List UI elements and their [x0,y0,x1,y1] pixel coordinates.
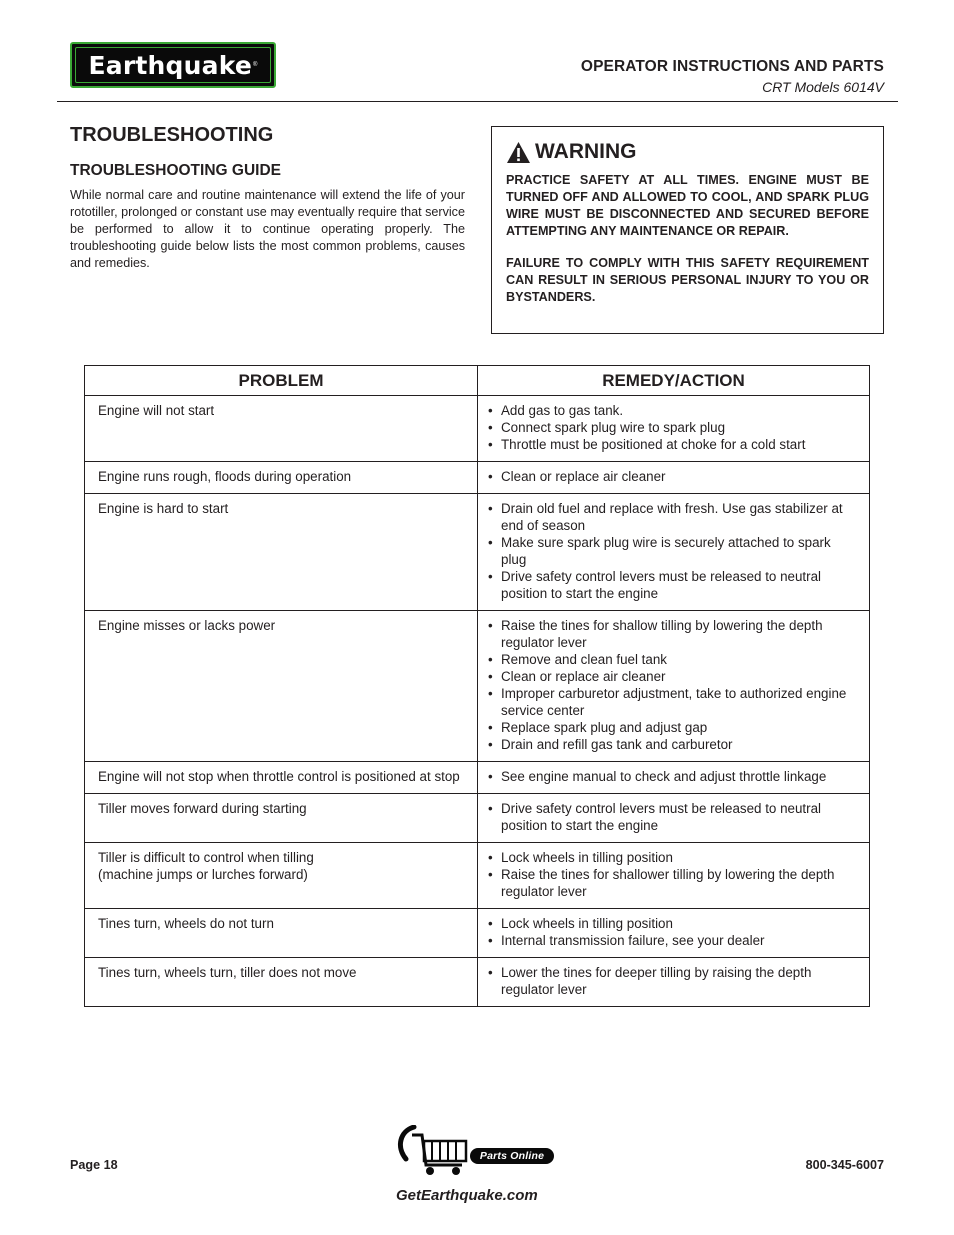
warning-header [506,139,869,165]
section-heading: TROUBLESHOOTING [70,124,274,146]
problem-cell: Engine will not stop when throttle control is positioned at stop [85,762,478,794]
remedy-cell [478,462,870,494]
website-url[interactable]: GetEarthquake.com [396,1187,538,1204]
remedy-cell [478,909,870,958]
remedy-item: • Clean or replace air cleaner [486,668,856,685]
column-header-problem: PROBLEM [85,366,478,396]
remedy-item: • Clean or replace air cleaner [486,468,856,485]
problem-cell: Engine runs rough, floods during operation [85,462,478,494]
remedy-list [486,402,856,453]
remedy-list [486,468,856,485]
phone-number: 800-345-6007 [805,1158,884,1172]
remedy-list [486,915,856,949]
table-body [85,396,870,1007]
brand-logo [70,42,276,88]
page-number: Page 18 [70,1158,118,1172]
warning-paragraph-safety: PRACTICE SAFETY AT ALL TIMES. ENGINE MUST BE TURNED OFF AND ALLOWED TO COOL, AND SPARK PLUG WIRE MUST BE DISCONNECTED AND SECURED BEFORE ATTEMPTING ANY MAINTENANCE OR REPAIR. [506,173,869,238]
remedy-item: • Improper carburetor adjustment, take to authorized engine service center [486,685,856,719]
remedy-item: • Internal transmission failure, see your dealer [486,932,856,949]
column-header-remedy: REMEDY/ACTION [478,366,870,396]
trademark-mark: ® [253,62,258,68]
remedy-cell [478,843,870,909]
problem-line: Tiller is difficult to control when tilling [98,850,314,865]
table-header-row [85,366,870,396]
remedy-item: • Connect spark plug wire to spark plug [486,419,856,436]
table-row [85,843,870,909]
table-row [85,909,870,958]
remedy-item: • Remove and clean fuel tank [486,651,856,668]
remedy-list [486,768,856,785]
section-subheading: TROUBLESHOOTING GUIDE [70,162,281,179]
remedy-cell [478,762,870,794]
problem-cell: Engine misses or lacks power [85,611,478,762]
remedy-cell [478,611,870,762]
troubleshooting-table [84,365,870,1007]
table-row [85,794,870,843]
problem-cell: Engine is hard to start [85,494,478,611]
warning-triangle-icon [506,141,531,164]
remedy-list [486,964,856,998]
remedy-item: • Drive safety control levers must be released to neutral position to start the engine [486,800,856,834]
remedy-item: • Lower the tines for deeper tilling by raising the depth regulator lever [486,964,856,998]
problem-line: (machine jumps or lurches forward) [98,867,308,882]
brand-logo-frame [75,47,271,83]
remedy-item: • Drain and refill gas tank and carburetor [486,736,856,753]
table-row [85,462,870,494]
intro-paragraph: While normal care and routine maintenance will extend the life of your rototiller, prolonged or constant use may eventually require that service be performed to allow it to continue operating properly. The troubleshooting guide below lists the most common problems, causes and remedies. [70,188,465,270]
parts-online-badge: Parts Online [470,1148,554,1164]
table-row [85,396,870,462]
remedy-cell [478,958,870,1007]
remedy-list [486,849,856,900]
header-divider [57,101,898,102]
remedy-item: • Drain old fuel and replace with fresh. Use gas stabilizer at end of season [486,500,856,534]
remedy-item: • Raise the tines for shallow tilling by lowering the depth regulator lever [486,617,856,651]
remedy-item: • Replace spark plug and adjust gap [486,719,856,736]
problem-cell: Tiller moves forward during starting [85,794,478,843]
remedy-item: • Throttle must be positioned at choke for a cold start [486,436,856,453]
remedy-item: • Add gas to gas tank. [486,402,856,419]
remedy-cell [478,494,870,611]
document-title: OPERATOR INSTRUCTIONS AND PARTS [580,58,884,75]
warning-title: WARNING [535,140,637,163]
table-row [85,494,870,611]
problem-cell: Tines turn, wheels do not turn [85,909,478,958]
remedy-item: • Drive safety control levers must be released to neutral position to start the engine [486,568,856,602]
remedy-list [486,500,856,602]
remedy-item: • Make sure spark plug wire is securely attached to spark plug [486,534,856,568]
remedy-list [486,617,856,753]
document-subtitle: CRT Models 6014V [762,79,884,95]
problem-cell: Engine will not start [85,396,478,462]
remedy-item: • Raise the tines for shallower tilling by lowering the depth regulator lever [486,866,856,900]
warning-box [491,126,884,334]
remedy-item: • Lock wheels in tilling position [486,849,856,866]
remedy-cell [478,396,870,462]
warning-paragraph-failure: FAILURE TO COMPLY WITH THIS SAFETY REQUIREMENT CAN RESULT IN SERIOUS PERSONAL INJURY TO YOU OR BYSTANDERS. [506,256,869,304]
table-row [85,611,870,762]
remedy-cell [478,794,870,843]
remedy-item: • See engine manual to check and adjust throttle linkage [486,768,856,785]
problem-cell [85,843,478,909]
table-row [85,958,870,1007]
remedy-list [486,800,856,834]
brand-logo-text: Earthquake [88,50,253,80]
table-row [85,762,870,794]
problem-cell: Tines turn, wheels turn, tiller does not move [85,958,478,1007]
remedy-item: • Lock wheels in tilling position [486,915,856,932]
